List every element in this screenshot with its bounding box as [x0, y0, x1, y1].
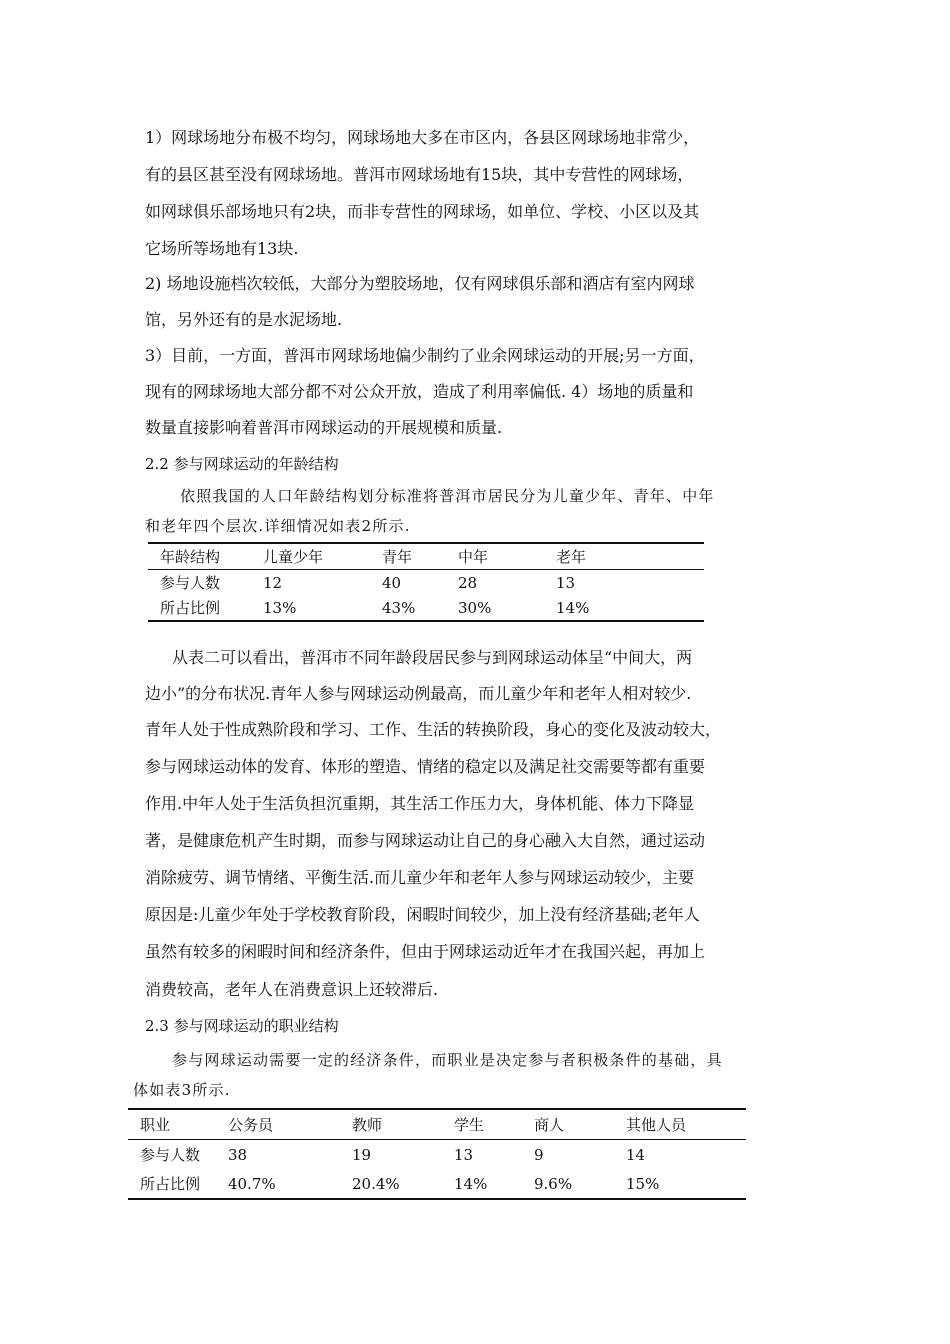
paragraph-line: 如网球俱乐部场地只有2块，而非专营性的网球场，如单位、学校、小区以及其 [145, 202, 700, 221]
paragraph-line: 边小”的分布状况.青年人参与网球运动例最高，而儿童少年和老年人相对较少. [145, 684, 692, 703]
table-row [128, 1140, 746, 1170]
table-header-row [128, 1109, 746, 1140]
paragraph-line: 现有的网球场地大部分都不对公众开放，造成了利用率偏低. 4）场地的质量和 [145, 382, 694, 401]
table-header-cell: 儿童少年 [263, 543, 382, 570]
table-header-cell: 职业 [128, 1109, 228, 1140]
table-cell: 9 [534, 1145, 544, 1164]
table-header-cell: 公务员 [228, 1109, 352, 1140]
paragraph-line: 体如表3所示. [133, 1081, 231, 1099]
paragraph-line: 虽然有较多的闲暇时间和经济条件，但由于网球运动近年才在我国兴起，再加上 [145, 942, 706, 961]
table-cell: 38 [228, 1145, 248, 1164]
table-row [128, 1169, 746, 1199]
paragraph-line: 青年人处于性成熟阶段和学习、工作、生活的转换阶段，身心的变化及波动较大， [145, 720, 722, 739]
table-cell: 13 [556, 573, 576, 592]
paragraph-line: 依照我国的人口年龄结构划分标准将普洱市居民分为儿童少年、青年、中年 [180, 487, 715, 505]
table-cell: 12 [263, 573, 283, 592]
paragraph-line: 和老年四个层次.详细情况如表2所示. [145, 517, 411, 535]
table-header-cell: 学生 [454, 1109, 534, 1140]
table-cell: 40.7% [228, 1174, 276, 1193]
table-cell: 43% [382, 598, 416, 617]
paragraph-line: 有的县区甚至没有网球场地。普洱市网球场地有15块，其中专营性的网球场， [145, 165, 694, 184]
age-structure-table [148, 542, 704, 622]
paragraph-line: 从表二可以看出，普洱市不同年龄段居民参与到网球运动体呈“中间大，两 [172, 648, 693, 667]
table-cell: 13 [454, 1145, 474, 1164]
paragraph-line: 消除疲劳、调节情绪、平衡生活.而儿童少年和老年人参与网球运动较少，主要 [145, 868, 695, 887]
table-cell: 14% [454, 1174, 488, 1193]
table-cell: 所占比例 [160, 599, 221, 617]
paragraph-line: 2) 场地设施档次较低，大部分为塑胶场地，仅有网球俱乐部和酒店有室内网球 [145, 274, 695, 293]
paragraph-line: 消费较高，老年人在消费意识上还较滞后. [145, 980, 439, 999]
section-heading: 2.3 参与网球运动的职业结构 [145, 1017, 339, 1035]
paragraph-line: 馆，另外还有的是水泥场地. [145, 310, 343, 329]
table-header-cell: 年龄结构 [148, 543, 263, 570]
paragraph-line: 著，是健康危机产生时期，而参与网球运动让自己的身心融入大自然，通过运动 [145, 831, 706, 850]
paragraph-line: 3）目前，一方面，普洱市网球场地偏少制约了业余网球运动的开展;另一方面， [145, 346, 705, 365]
table-cell: 14 [626, 1145, 646, 1164]
table-cell: 所占比例 [140, 1175, 201, 1193]
table-cell: 30% [458, 598, 492, 617]
table-cell: 40 [382, 573, 402, 592]
table-cell: 参与人数 [160, 574, 221, 592]
table-cell: 参与人数 [140, 1146, 201, 1164]
paragraph-line: 它场所等场地有13块. [145, 239, 299, 258]
table-cell: 15% [626, 1174, 660, 1193]
table-row [148, 595, 704, 621]
paragraph-line: 参与网球运动体的发育、体形的塑造、情绪的稳定以及满足社交需要等都有重要 [145, 757, 706, 776]
paragraph-line: 数量直接影响着普洱市网球运动的开展规模和质量. [145, 418, 503, 437]
table-header-cell: 商人 [534, 1109, 626, 1140]
table-cell: 19 [352, 1145, 372, 1164]
table-cell: 9.6% [534, 1174, 573, 1193]
occupation-structure-table [128, 1108, 746, 1200]
paragraph-line: 1）网球场地分布极不均匀，网球场地大多在市区内，各县区网球场地非常少， [145, 128, 700, 147]
paragraph-line: 原因是:儿童少年处于学校教育阶段，闲暇时间较少，加上没有经济基础;老年人 [145, 905, 700, 924]
table-header-cell: 教师 [352, 1109, 454, 1140]
table-header-row [148, 543, 704, 570]
paragraph-line: 作用.中年人处于生活负担沉重期，其生活工作压力大，身体机能、体力下降显 [145, 794, 695, 813]
table-header-cell: 青年 [382, 543, 458, 570]
table-row [148, 570, 704, 596]
table-header-cell: 其他人员 [626, 1109, 746, 1140]
table-cell: 20.4% [352, 1174, 400, 1193]
table-cell: 14% [556, 598, 590, 617]
section-heading: 2.2 参与网球运动的年龄结构 [145, 455, 339, 473]
table-cell: 28 [458, 573, 478, 592]
paragraph-line: 参与网球运动需要一定的经济条件，而职业是决定参与者积极条件的基础，具 [172, 1051, 723, 1069]
table-cell: 13% [263, 598, 297, 617]
table-header-cell: 老年 [556, 543, 704, 570]
table-header-cell: 中年 [458, 543, 556, 570]
